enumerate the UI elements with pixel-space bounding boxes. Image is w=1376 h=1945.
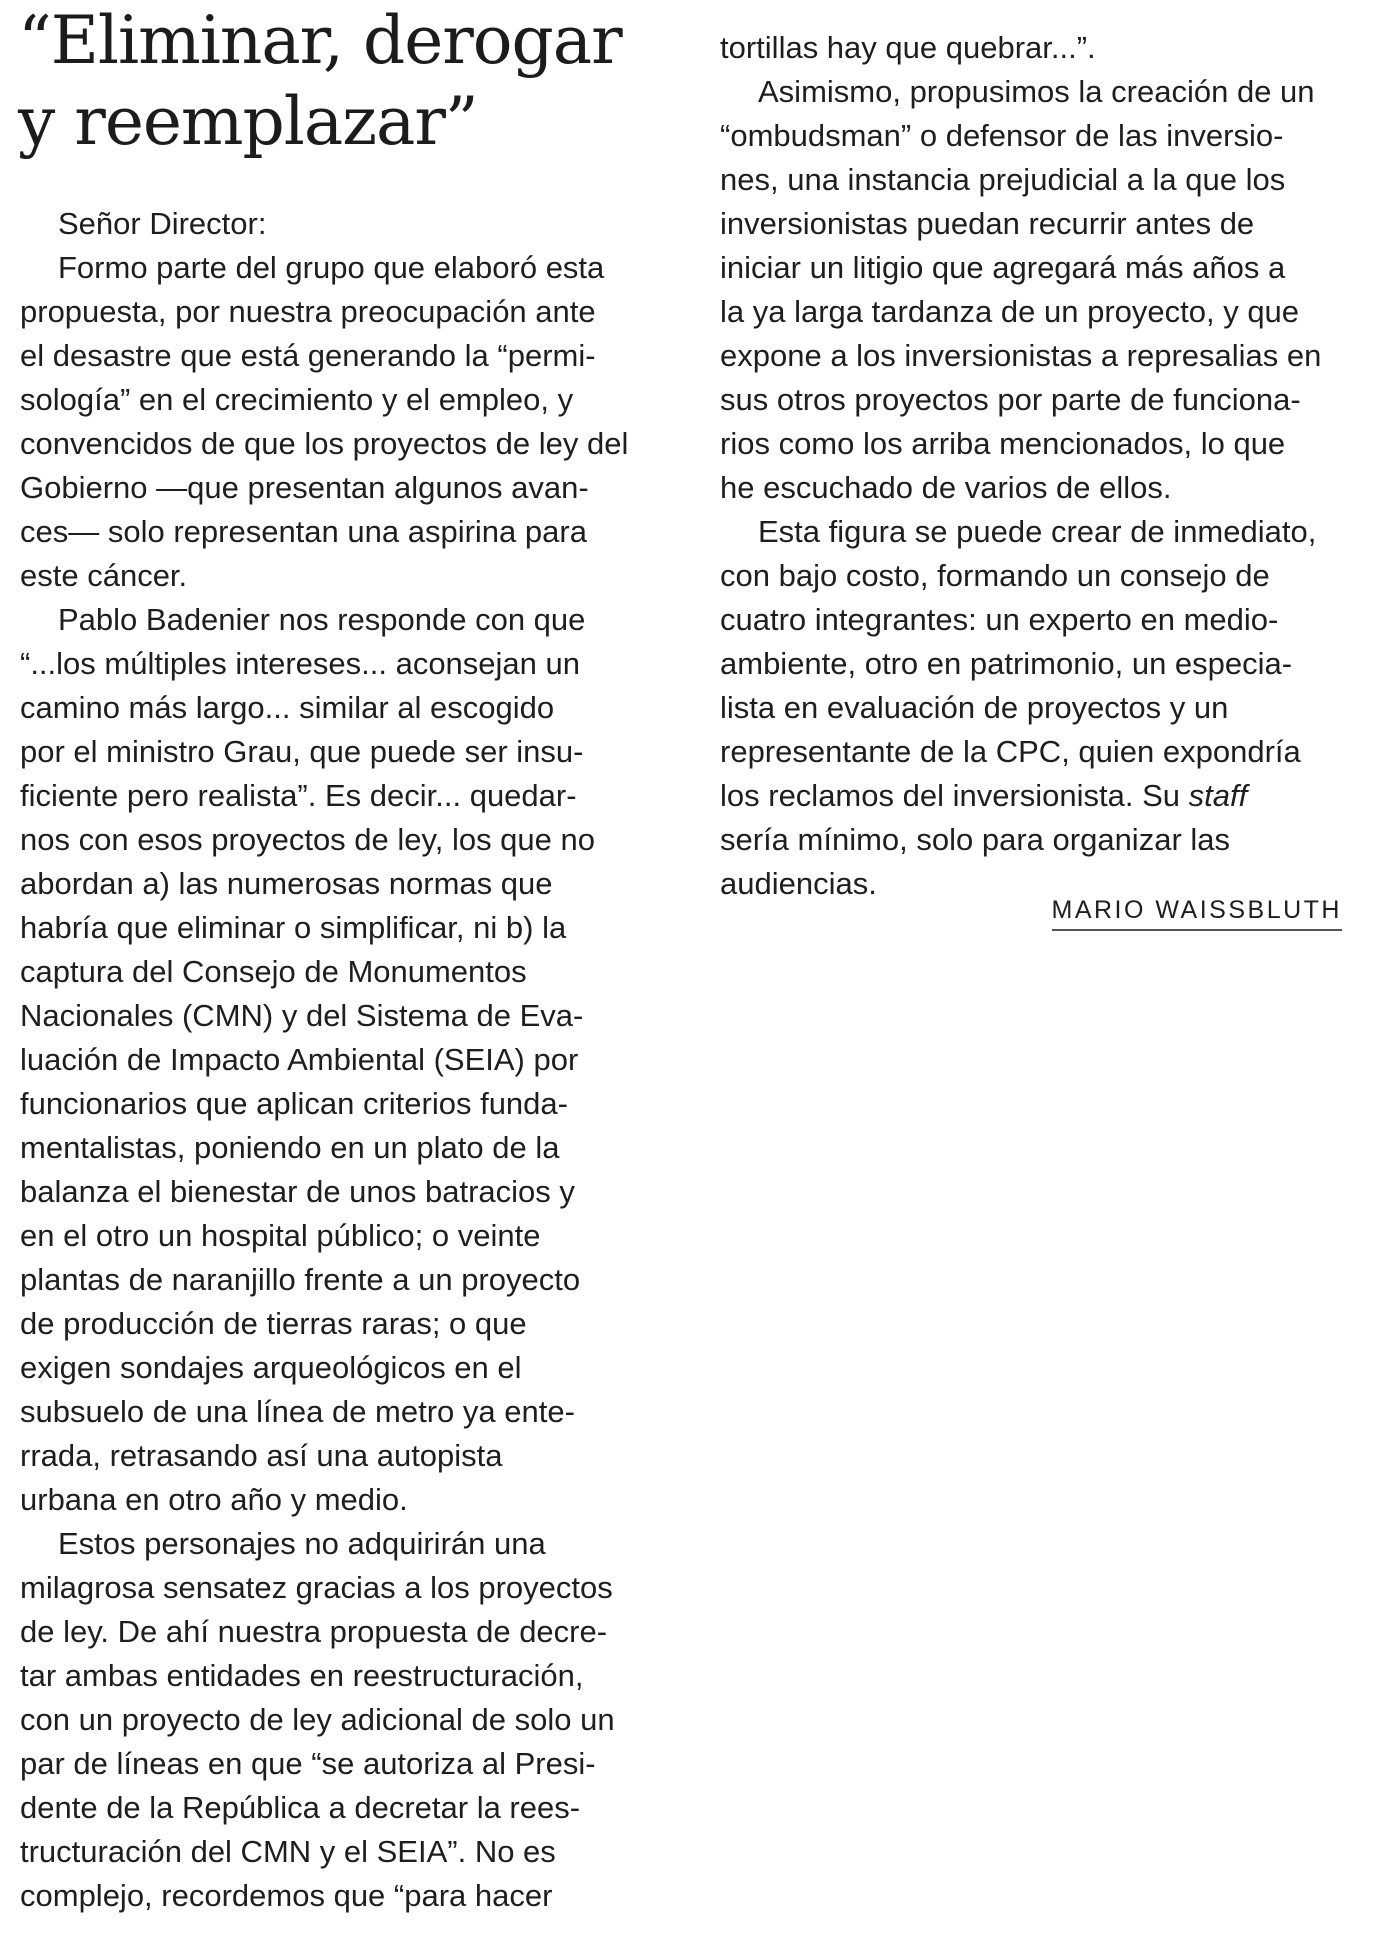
article-title (18, 0, 658, 162)
body-line-with-emphasis (720, 774, 1350, 818)
body-line: tructuración del CMN y el SEIA”. No es (20, 1834, 556, 1869)
body-line: rrada, retrasando así una autopista (20, 1438, 503, 1473)
body-line: “ombudsman” o defensor de las inversio- (720, 118, 1284, 153)
body-line: Esta figura se puede crear de inmediato, (758, 514, 1317, 549)
body-line: subsuelo de una línea de metro ya ente- (20, 1394, 575, 1429)
body-line: representante de la CPC, quien expondría (720, 734, 1301, 769)
body-line: con bajo costo, formando un consejo de (720, 558, 1270, 593)
body-text: los reclamos del inversionista. Su (720, 778, 1181, 813)
body-line: sería mínimo, solo para organizar las (720, 822, 1231, 857)
body-line: lista en evaluación de proyectos y un (720, 690, 1229, 725)
body-line: funcionarios que aplican criterios funda- (20, 1086, 568, 1121)
right-column (720, 26, 1350, 906)
title-line-1: “Eliminar, derogar (18, 2, 622, 79)
body-line: ces— solo representan una aspirina para (20, 514, 587, 549)
body-line: por el ministro Grau, que puede ser insu- (20, 734, 584, 769)
body-line: complejo, recordemos que “para hacer (20, 1878, 553, 1913)
body-line: cuatro integrantes: un experto en medio- (720, 602, 1279, 637)
body-line: urbana en otro año y medio. (20, 1482, 408, 1517)
body-line: exigen sondajes arqueológicos en el (20, 1350, 522, 1385)
body-line: plantas de naranjillo frente a un proyecto (20, 1262, 581, 1297)
body-line: ficiente pero realista”. Es decir... quedar- (20, 778, 577, 813)
body-line: he escuchado de varios de ellos. (720, 470, 1172, 505)
salutation: Señor Director: (58, 206, 267, 241)
emphasis-word: staff (1188, 778, 1248, 813)
body-line: nes, una instancia prejudicial a la que los (720, 162, 1286, 197)
body-line: convencidos de que los proyectos de ley del (20, 426, 629, 461)
body-line: con un proyecto de ley adicional de solo un (20, 1702, 615, 1737)
body-line: habría que eliminar o simplificar, ni b) la (20, 910, 567, 945)
body-line: Estos personajes no adquirirán una (58, 1526, 546, 1561)
body-line: audiencias. (720, 866, 877, 901)
body-line: balanza el bienestar de unos batracios y (20, 1174, 575, 1209)
body-line: el desastre que está generando la “permi- (20, 338, 596, 373)
body-line: milagrosa sensatez gracias a los proyectos (20, 1570, 613, 1605)
body-line: de ley. De ahí nuestra propuesta de decre- (20, 1614, 608, 1649)
body-line: tortillas hay que quebrar...”. (720, 30, 1096, 65)
body-line: expone a los inversionistas a represalias en (720, 338, 1322, 373)
body-line: sología” en el crecimiento y el empleo, y (20, 382, 574, 417)
body-line: sus otros proyectos por parte de funciona- (720, 382, 1301, 417)
body-line: inversionistas puedan recurrir antes de (720, 206, 1255, 241)
body-line: tar ambas entidades en reestructuración, (20, 1658, 584, 1693)
body-line: par de líneas en que “se autoriza al Presi- (20, 1746, 596, 1781)
body-line: Formo parte del grupo que elaboró esta (58, 250, 605, 285)
body-line: Nacionales (CMN) y del Sistema de Eva- (20, 998, 584, 1033)
body-line: Gobierno —que presentan algunos avan- (20, 470, 589, 505)
body-line: Asimismo, propusimos la creación de un (758, 74, 1315, 109)
body-line: camino más largo... similar al escogido (20, 690, 555, 725)
body-line: mentalistas, poniendo en un plato de la (20, 1130, 560, 1165)
body-line: nos con esos proyectos de ley, los que no (20, 822, 595, 857)
left-column (20, 202, 670, 1918)
body-line: abordan a) las numerosas normas que (20, 866, 553, 901)
author-signature: MARIO WAISSBLUTH (1052, 896, 1343, 931)
body-line: dente de la República a decretar la rees- (20, 1790, 581, 1825)
body-line: “...los múltiples intereses... aconsejan un (20, 646, 580, 681)
body-line: en el otro un hospital público; o veinte (20, 1218, 541, 1253)
body-line: iniciar un litigio que agregará más años a (720, 250, 1286, 285)
body-line: este cáncer. (20, 558, 188, 593)
title-line-2: y reemplazar” (18, 83, 478, 160)
body-line: Pablo Badenier nos responde con que (58, 602, 586, 637)
body-line: captura del Consejo de Monumentos (20, 954, 527, 989)
body-line: propuesta, por nuestra preocupación ante (20, 294, 596, 329)
body-line: rios como los arriba mencionados, lo que (720, 426, 1286, 461)
body-line: la ya larga tardanza de un proyecto, y que (720, 294, 1300, 329)
body-line: luación de Impacto Ambiental (SEIA) por (20, 1042, 579, 1077)
body-line: ambiente, otro en patrimonio, un especia- (720, 646, 1293, 681)
body-line: de producción de tierras raras; o que (20, 1306, 527, 1341)
